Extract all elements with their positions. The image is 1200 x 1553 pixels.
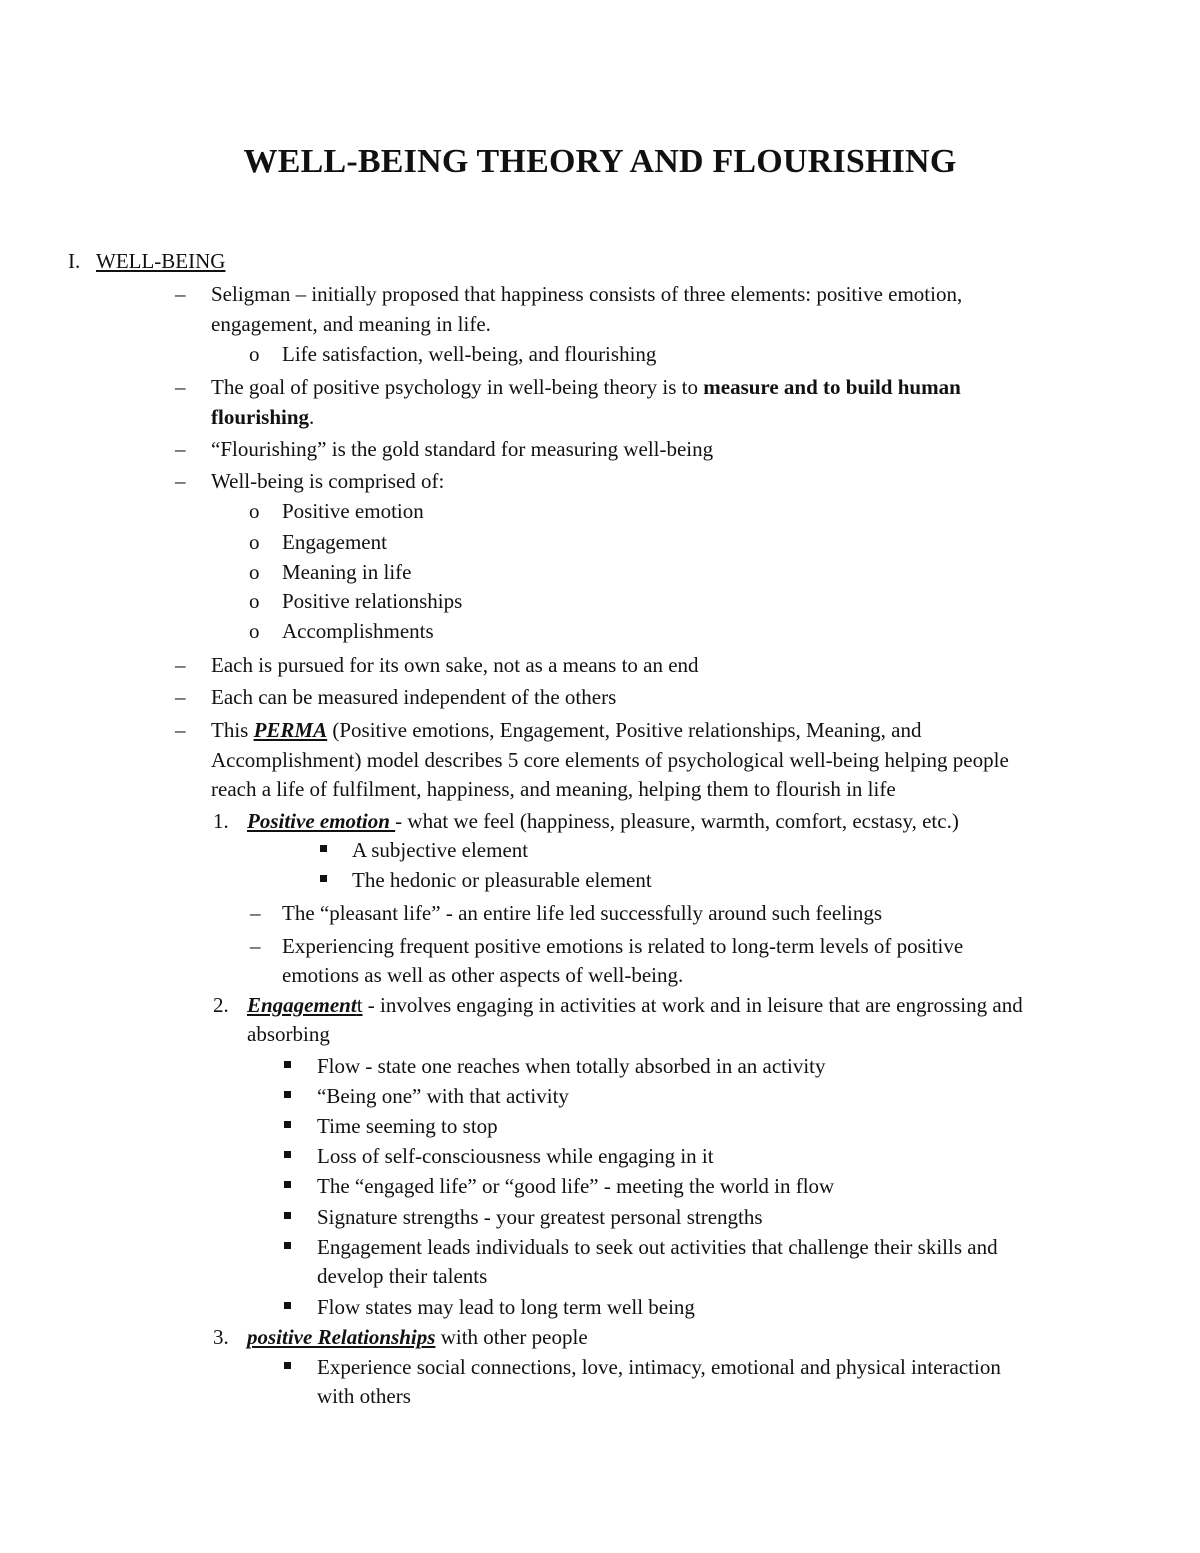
seligman-line-2: engagement, and meaning in life. (211, 312, 491, 336)
list-item: Positive relationships (282, 589, 463, 613)
list-item: Engagement leads individuals to seek out activities that challenge their skills and (317, 1235, 998, 1259)
list-item: Flow states may lead to long term well being (317, 1295, 695, 1319)
pursued-line: Each is pursued for its own sake, not as a means to an end (211, 653, 699, 677)
goal-bold-2: flourishing (211, 405, 310, 429)
list-item: Signature strengths - your greatest personal strengths (317, 1205, 763, 1229)
square-bullet-icon (320, 875, 327, 882)
relationships-term: positive Relationships (247, 1325, 436, 1349)
perma-line-1 (211, 715, 921, 745)
dash-marker: – (175, 718, 186, 742)
positive-emotion-line (247, 806, 959, 836)
square-bullet-icon (320, 845, 327, 852)
list-item: Experience social connections, love, intimacy, emotional and physical interaction (317, 1355, 1001, 1379)
list-item: The hedonic or pleasurable element (352, 868, 652, 892)
flourishing-gold-standard: “Flourishing” is the gold standard for measuring well-being (211, 437, 714, 461)
item-number: 3. (213, 1325, 229, 1349)
list-item: The “engaged life” or “good life” - meeting the world in flow (317, 1174, 835, 1198)
goal-post: . (309, 405, 315, 429)
item-number: 1. (213, 809, 229, 833)
circle-marker: o (249, 589, 260, 613)
list-item: A subjective element (352, 838, 529, 862)
list-item: Engagement (282, 530, 387, 554)
measured-line: Each can be measured independent of the others (211, 685, 617, 709)
circle-marker: o (249, 619, 260, 643)
goal-line-1 (211, 372, 961, 402)
perma-term: PERMA (253, 718, 328, 742)
page-title: WELL-BEING THEORY AND FLOURISHING (243, 143, 957, 180)
perma-line-2: Accomplishment) model describes 5 core elements of psychological well-being helping people (211, 748, 1009, 772)
experiencing-line-1: Experiencing frequent positive emotions is related to long-term levels of positive (282, 934, 964, 958)
square-bullet-icon (284, 1061, 291, 1068)
list-item-continuation: develop their talents (317, 1264, 488, 1288)
circle-marker: o (249, 342, 260, 366)
list-item: Accomplishments (282, 619, 434, 643)
goal-pre: The goal of positive psychology in well-being theory is to (211, 375, 704, 399)
dash-marker: – (175, 437, 186, 461)
dash-marker: – (175, 653, 186, 677)
list-item: Loss of self-consciousness while engaging in it (317, 1144, 714, 1168)
square-bullet-icon (284, 1151, 291, 1158)
dash-marker: – (175, 469, 186, 493)
section-numeral: I. (68, 249, 81, 273)
list-item-continuation: with others (317, 1384, 411, 1408)
square-bullet-icon (284, 1121, 291, 1128)
dash-marker: – (250, 934, 261, 958)
square-bullet-icon (284, 1362, 291, 1369)
perma-post: (Positive emotions, Engagement, Positive relationships, Meaning, and (327, 718, 922, 742)
square-bullet-icon (284, 1302, 291, 1309)
perma-pre: This (211, 718, 254, 742)
relationships-line (247, 1322, 588, 1352)
list-item: Flow - state one reaches when totally absorbed in an activity (317, 1054, 826, 1078)
item-number: 2. (213, 993, 229, 1017)
dash-marker: – (175, 375, 186, 399)
experiencing-line-2: emotions as well as other aspects of well-being. (282, 963, 684, 987)
circle-marker: o (249, 499, 260, 523)
section-heading: WELL-BEING (96, 249, 226, 273)
dash-marker: – (250, 901, 261, 925)
square-bullet-icon (284, 1242, 291, 1249)
engagement-line (247, 990, 1023, 1020)
list-item: “Being one” with that activity (317, 1084, 569, 1108)
engagement-term: Engagement (247, 993, 357, 1017)
dash-marker: – (175, 282, 186, 306)
positive-emotion-desc: - what we feel (happiness, pleasure, warmth, comfort, ecstasy, etc.) (395, 809, 959, 833)
positive-emotion-term: Positive emotion (247, 809, 396, 833)
goal-line-2 (211, 402, 314, 432)
relationships-desc: with other people (435, 1325, 588, 1349)
goal-bold-1: measure and to build human (703, 375, 961, 399)
circle-marker: o (249, 560, 260, 584)
seligman-line-1: Seligman – initially proposed that happiness consists of three elements: positive emotion, (211, 282, 963, 306)
list-item: Positive emotion (282, 499, 424, 523)
list-item: Meaning in life (282, 560, 412, 584)
square-bullet-icon (284, 1091, 291, 1098)
engagement-desc: - involves engaging in activities at work and in leisure that are engrossing and (362, 993, 1023, 1017)
pleasant-life-line: The “pleasant life” - an entire life led successfully around such feelings (282, 901, 883, 925)
perma-line-3: reach a life of fulfilment, happiness, and meaning, helping them to flourish in life (211, 777, 896, 801)
engagement-desc-2: absorbing (247, 1022, 330, 1046)
dash-marker: – (175, 685, 186, 709)
list-item: Time seeming to stop (317, 1114, 498, 1138)
circle-marker: o (249, 530, 260, 554)
square-bullet-icon (284, 1181, 291, 1188)
seligman-sub: Life satisfaction, well-being, and flourishing (282, 342, 657, 366)
comprised-intro: Well-being is comprised of: (211, 469, 445, 493)
engagement-term-tail: t (356, 993, 363, 1017)
square-bullet-icon (284, 1212, 291, 1219)
